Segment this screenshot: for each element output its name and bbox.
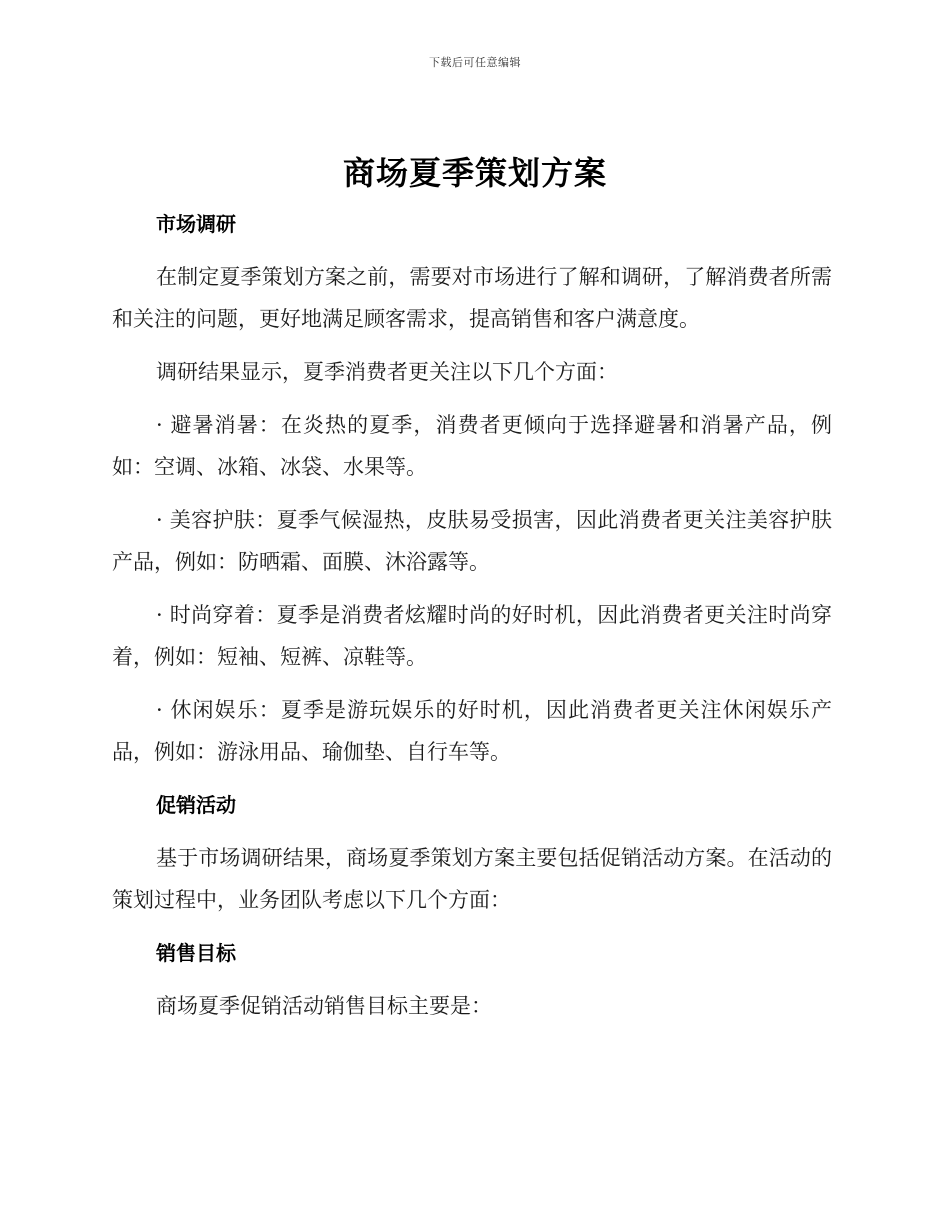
header-note: 下载后可任意编辑 <box>429 56 521 69</box>
paragraph: 商场夏季促销活动销售目标主要是： <box>156 994 492 1018</box>
bullet-paragraph-cooling: · 避暑消暑：在炎热的夏季，消费者更倾向于选择避暑和消暑产品，例如：空调、冰箱、冰袋、水果等。 <box>112 413 832 479</box>
paragraph: 调研结果显示，夏季消费者更关注以下几个方面： <box>156 360 618 384</box>
paragraph: 在制定夏季策划方案之前，需要对市场进行了解和调研，了解消费者所需和关注的问题，更好地满足顾客需求，提高销售和客户满意度。 <box>112 265 832 331</box>
section-heading-promotion: 促销活动 <box>156 793 236 817</box>
section-heading-sales-target: 销售目标 <box>156 941 236 965</box>
bullet-paragraph-fashion: · 时尚穿着：夏季是消费者炫耀时尚的好时机，因此消费者更关注时尚穿着，例如：短袖、短裤、凉鞋等。 <box>112 603 832 669</box>
bullet-paragraph-leisure: · 休闲娱乐：夏季是游玩娱乐的好时机，因此消费者更关注休闲娱乐产品，例如：游泳用品、瑜伽垫、自行车等。 <box>112 698 832 764</box>
document-body <box>112 203 832 1038</box>
paragraph: 基于市场调研结果，商场夏季策划方案主要包括促销活动方案。在活动的策划过程中，业务团队考虑以下几个方面： <box>112 846 832 912</box>
section-heading-market-research: 市场调研 <box>156 212 236 236</box>
bullet-paragraph-beauty: · 美容护肤：夏季气候湿热，皮肤易受损害，因此消费者更关注美容护肤产品，例如：防晒霜、面膜、沐浴露等。 <box>112 508 832 574</box>
document-title: 商场夏季策划方案 <box>342 154 607 192</box>
